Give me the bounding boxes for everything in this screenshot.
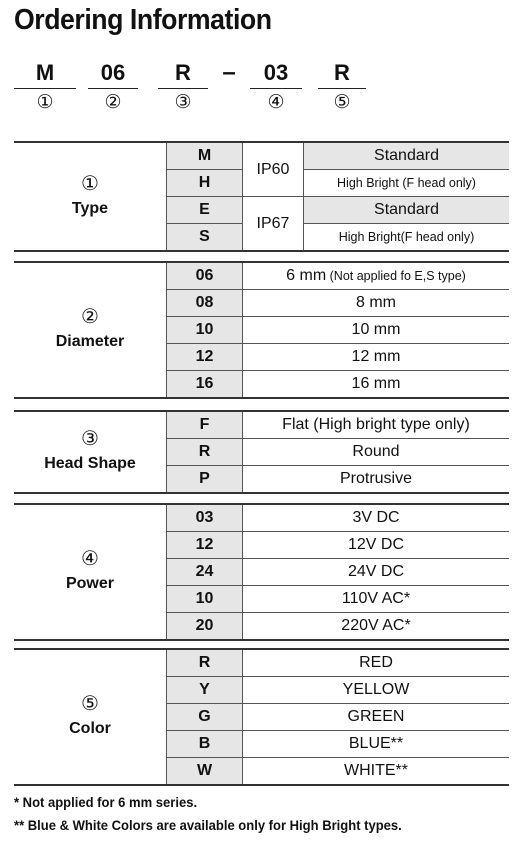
type-desc: Standard	[304, 142, 510, 170]
type-table	[14, 141, 509, 252]
code-segment-diameter	[88, 58, 138, 115]
section-number: ②	[81, 306, 99, 328]
code-segment-head-shape	[158, 58, 208, 115]
diameter-note: (Not applied fo E,S type)	[326, 269, 466, 283]
color-code: R	[167, 649, 243, 677]
diameter-code: 16	[167, 371, 243, 399]
diameter-code: 10	[167, 317, 243, 344]
code-number: ②	[104, 92, 122, 113]
type-code: S	[167, 224, 243, 252]
type-code: E	[167, 197, 243, 224]
diameter-desc: 12 mm	[243, 344, 510, 371]
head-shape-desc: Protrusive	[339, 470, 413, 487]
code-segment-color	[318, 58, 366, 115]
diameter-desc: 10 mm	[243, 317, 510, 344]
power-desc: 3V DC	[243, 504, 510, 532]
color-desc: GREEN	[243, 704, 510, 731]
diameter-code: 06	[167, 262, 243, 290]
section-label: Type	[71, 199, 109, 217]
power-desc: 24V DC	[243, 559, 510, 586]
power-code: 20	[167, 613, 243, 641]
power-desc: 220V AC*	[341, 617, 411, 634]
code-letter: 06	[88, 58, 138, 89]
power-code: 24	[167, 559, 243, 586]
head-shape-code: P	[167, 466, 243, 494]
diameter-code: 12	[167, 344, 243, 371]
color-code: G	[167, 704, 243, 731]
color-code: Y	[167, 677, 243, 704]
type-code: H	[167, 170, 243, 197]
code-segment-power	[250, 58, 302, 115]
diameter-desc: 8 mm	[243, 290, 510, 317]
code-number: ④	[267, 92, 285, 113]
type-label-cell	[14, 142, 167, 251]
ip-rating: IP67	[243, 197, 304, 252]
section-label: Color	[69, 720, 111, 737]
page-title: Ordering Information	[14, 4, 272, 36]
section-label: Head Shape	[44, 455, 136, 472]
color-code: W	[167, 758, 243, 786]
code-number: ①	[36, 92, 54, 113]
power-desc: 110V AC*	[243, 586, 510, 613]
code-number: ③	[174, 92, 192, 113]
power-code: 10	[167, 586, 243, 613]
power-code: 12	[167, 532, 243, 559]
footnote-6mm: * Not applied for 6 mm series.	[14, 794, 198, 810]
code-letter: R	[158, 58, 208, 89]
footnote-blue-white: ** Blue & White Colors are available only for High Bright types.	[14, 817, 402, 833]
diameter-value: 6 mm	[286, 267, 327, 284]
diameter-desc	[243, 262, 510, 290]
section-number: ③	[81, 428, 99, 450]
section-number: ④	[81, 548, 99, 570]
diameter-label-cell	[14, 262, 167, 398]
code-letter: 03	[250, 58, 302, 89]
section-number: ⑤	[81, 693, 99, 715]
section-label: Power	[65, 575, 114, 592]
section-label: Diameter	[55, 333, 125, 350]
head-shape-code: R	[167, 439, 243, 466]
diameter-table	[14, 261, 509, 399]
power-desc: 12V DC	[243, 532, 510, 559]
code-letter: R	[318, 58, 366, 89]
head-shape-desc: Flat (High bright type only)	[243, 411, 510, 439]
type-desc: Standard	[304, 197, 510, 224]
color-label-cell	[14, 649, 167, 785]
head-shape-label-cell	[14, 411, 167, 493]
power-code: 03	[167, 504, 243, 532]
head-shape-code: F	[167, 411, 243, 439]
color-desc: BLUE**	[243, 731, 510, 758]
color-code: B	[167, 731, 243, 758]
code-letter: M	[14, 58, 76, 89]
color-desc: YELLOW	[243, 677, 510, 704]
power-label-cell	[14, 504, 167, 640]
type-desc: High Bright (F head only)	[304, 170, 510, 197]
diameter-code: 08	[167, 290, 243, 317]
power-table	[14, 503, 509, 641]
color-desc: WHITE**	[344, 762, 408, 779]
head-shape-desc: Round	[243, 439, 510, 466]
color-desc: RED	[243, 649, 510, 677]
code-number: ⑤	[333, 92, 351, 113]
head-shape-table	[14, 410, 509, 494]
section-number: ①	[81, 172, 99, 195]
type-desc: High Bright(F head only)	[338, 230, 475, 244]
color-table	[14, 648, 509, 786]
code-dash: –	[222, 59, 236, 86]
type-code: M	[167, 142, 243, 170]
code-segment-type	[14, 58, 76, 115]
ip-rating: IP60	[243, 142, 304, 197]
diameter-desc: 16 mm	[351, 375, 401, 392]
